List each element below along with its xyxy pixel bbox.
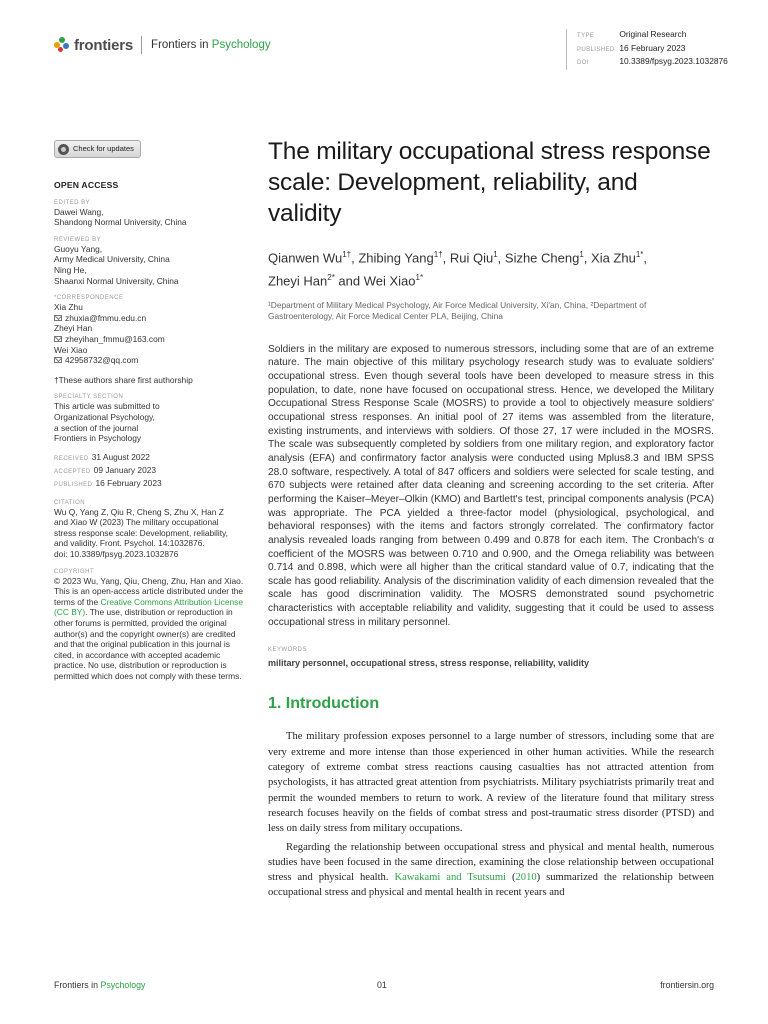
- reviewer-name: Ning He,: [54, 264, 87, 275]
- author-name[interactable]: Qianwen Wu: [268, 250, 343, 266]
- article-dates: [54, 452, 244, 491]
- footer-journal-name: Psychology: [100, 980, 146, 990]
- author-list: [268, 245, 714, 292]
- meta-doi-value[interactable]: 10.3389/fpsyg.2023.1032876: [619, 56, 728, 67]
- footer-journal-prefix: Frontiers in: [54, 980, 98, 990]
- citation-line: stress response scale: Development, reliability,: [54, 527, 228, 538]
- logo-dot: [58, 47, 63, 52]
- reviewer-name: Guoyu Yang,: [54, 243, 103, 254]
- editor-name: Dawei Wang,: [54, 206, 104, 217]
- citation-label: CITATION: [54, 499, 86, 506]
- specialty-line: This article was submitted to: [54, 401, 160, 412]
- first-authorship-note: †These authors share first authorship: [54, 374, 193, 385]
- editor-affiliation: Shandong Normal University, China: [54, 217, 187, 228]
- specialty-line: Frontiers in Psychology: [54, 433, 142, 444]
- copyright-line: under the terms of the: [54, 586, 244, 607]
- date-received-label: RECEIVED: [54, 455, 89, 462]
- meta-type-value: Original Research: [619, 29, 687, 39]
- check-for-updates-button[interactable]: [54, 140, 141, 158]
- citation-line: doi: 10.3389/fpsyg.2023.1032876: [54, 549, 179, 560]
- date-published-label: PUBLISHED: [54, 481, 93, 488]
- correspondent-name: Xia Zhu: [54, 302, 83, 313]
- footer-journal: [54, 980, 145, 990]
- author-name[interactable]: , Zhibing Yang: [351, 250, 434, 266]
- meta-type: [577, 29, 728, 43]
- correspondent-email-row: [54, 334, 244, 345]
- copyright-label: COPYRIGHT: [54, 568, 95, 575]
- correspondent-email-row: [54, 313, 244, 324]
- keywords: military personnel, occupational stress, stress response, reliability, validity: [268, 658, 589, 669]
- paragraph: The military profession exposes personnel to a large number of stressors, including some that are very extreme and more intense than those experienced in other human activities. While the research category of extreme combat stress reactions causing casualties has not attracted attention from psychologists, it has attracted great attention from psychiatrists. Military psychiatrists primarily treat and permit the wounded members to return to work. A review of the literature found that military stress research focuses heavily on the fields of combat stress and post-traumatic stress disorder (PTSD) and less on daily stress from military occupations.: [268, 731, 714, 835]
- copyright-rest: . The use, distribution or reproduction in other forums is permitted, provided the original author(s) and the copyright owner(s) are credited and that the original publication in this journal is cited, in accordance with accepted academic practice. No use, distribution or reproduction is permitted which does not comply with these terms.: [54, 607, 242, 681]
- correspondent-name: Zheyi Han: [54, 323, 93, 334]
- author-superscript: 2*: [327, 273, 335, 283]
- citation-line: and Xiao W (2023) The military occupational: [54, 517, 219, 528]
- author-superscript: 1: [493, 250, 498, 259]
- correspondence-label: *CORRESPONDENCE: [54, 295, 124, 302]
- envelope-icon: [54, 315, 62, 321]
- edited-by-label: EDITED BY: [54, 199, 91, 206]
- author-superscript: 1†: [342, 250, 352, 259]
- cc-by-license-link[interactable]: Creative Commons Attribution License (CC BY): [54, 596, 243, 618]
- paragraph: [268, 840, 714, 901]
- author-superscript: 1*: [635, 250, 644, 259]
- specialty-section-label: SPECIALTY SECTION: [54, 394, 124, 401]
- envelope-icon: [54, 357, 62, 363]
- author-superscript: 1: [579, 250, 584, 259]
- author-name[interactable]: and Wei Xiao: [334, 273, 416, 289]
- paragraph-text: Regarding the relationship between occupational stress and physical and mental health, numerous studies have been focused in the same direction, examining the close relationship between occupational stress and physical health.: [268, 841, 714, 884]
- reviewed-by-label: REVIEWED BY: [54, 236, 102, 243]
- logo-dot: [59, 37, 65, 43]
- article-meta: [566, 29, 728, 70]
- date-received: [54, 452, 244, 465]
- copyright-line: Xiao. This is an open-access article distributed: [54, 575, 244, 597]
- citation-link[interactable]: Kawakami and Tsutsumi: [394, 872, 507, 884]
- reviewer-affiliation: Shaanxi Normal University, China: [54, 275, 179, 286]
- date-accepted: [54, 465, 244, 478]
- author-name[interactable]: Zheyi Han: [268, 273, 328, 289]
- crossmark-icon: [58, 144, 69, 155]
- citation-line: and validity. Front. Psychol. 14:1032876.: [54, 538, 205, 549]
- open-access-label: OPEN ACCESS: [54, 180, 119, 190]
- author-superscript: 1†: [433, 250, 443, 259]
- meta-published-value: 16 February 2023: [619, 42, 686, 53]
- copyright-line: © 2023 Wu, Yang, Qiu, Cheng, Zhu, Han and: [54, 575, 222, 586]
- affiliations: ¹Department of Military Medical Psychology, Air Force Medical University, Xi'an, China, ²Department of Gastroenterology, Air Force Medical Center PLA, Beijing, China: [268, 299, 647, 321]
- frontiers-logo[interactable]: [54, 36, 271, 54]
- journal-title: Psychology: [211, 39, 271, 51]
- date-accepted-label: ACCEPTED: [54, 468, 91, 475]
- correspondent-email[interactable]: zhuxia@fmmu.edu.cn: [65, 312, 147, 323]
- meta-published: [577, 43, 728, 57]
- author-separator: ,: [643, 250, 648, 266]
- logo-divider: [141, 36, 142, 54]
- specialty-line: Organizational Psychology,: [54, 411, 155, 422]
- page-number: 01: [377, 980, 387, 990]
- meta-type-label: TYPE: [577, 33, 595, 39]
- date-received-value: 31 August 2022: [91, 451, 150, 462]
- envelope-icon: [54, 336, 62, 342]
- journal-name: [151, 39, 271, 51]
- paragraph-text: ) summarized the relationship between occupational stress and physical and mental health in recent years and: [268, 872, 714, 899]
- article-sidebar: [54, 140, 244, 682]
- correspondent-email[interactable]: zheyihan_fmmu@163.com: [65, 333, 165, 344]
- correspondent-email-row: [54, 355, 244, 366]
- section-heading-introduction: 1. Introduction: [268, 695, 380, 713]
- citation-year-link[interactable]: 2010: [515, 872, 537, 884]
- author-name[interactable]: , Xia Zhu: [583, 250, 636, 266]
- frontiers-logo-mark: [54, 37, 70, 53]
- author-name[interactable]: , Sizhe Cheng: [497, 250, 580, 266]
- logo-dot: [63, 43, 69, 49]
- specialty-line: a section of the journal: [54, 422, 139, 433]
- meta-doi: [577, 56, 728, 70]
- article-title: The military occupational stress response scale: Development, reliability, and validity: [268, 138, 711, 227]
- abstract: Soldiers in the military are exposed to numerous stressors, including some that are of an extreme nature. The main objective of this military psychology research study was to evaluate soldiers' occupational stress. Even though several tools have been developed to measure stress in this population, to date, none have focused on occupational stress. Hence, we developed the Military Occupational Stress Response Scale (MOSRS) to provide a tool to objectively measure soldiers' occupational stress responses. An initial pool of 27 items was assembled from the literature, existing instruments, and interviews with soldiers. Of those 27, 17 were included in the MOSRS. The scale was subsequently completed by soldiers from one military region, and exploratory factor analysis (EFA) and confirmatory factor analysis were conducted using Mplus8.3 and IBM SPSS 28.0 software, respectively. A total of 847 officers and soldiers were selected for scale testing, and 670 subjects were retained after data cleaning and screening according to the set criteria. After performing the Kaiser–Meyer–Olkin (KMO) and Bartlett's test, principal components analysis (PCA) was appropriate. The PCA yielded a three-factor model (physiological, psychological, and behavioral responses) with the items and factors strongly correlated. The confirmatory factor analysis revealed loads ranging from between 0.499 and 0.878 for each item. The Cronbach's α coefficient of the MOSRS was between 0.710 and 0.900, and the Omega reliability was between 0.714 and 0.898, which were all higher than the critical standard value of 0.7, indicating that the scale has good reliability. Analysis of the discrimination validity of each dimension revealed that the scale has good discrimination validity. The MOSRS demonstrated sound psychometric characteristics with acceptable reliability and validity, suggesting that it could be used to assess occupational stress in military personnel.: [268, 343, 714, 628]
- meta-doi-label: DOI: [577, 60, 589, 67]
- correspondent-name: Wei Xiao: [54, 344, 88, 355]
- article-main: [268, 136, 714, 904]
- footer-site-link[interactable]: frontiersin.org: [660, 980, 714, 990]
- introduction-body: [268, 729, 714, 900]
- date-published-value: 16 February 2023: [95, 477, 162, 488]
- author-name[interactable]: , Rui Qiu: [442, 250, 494, 266]
- keywords-label: KEYWORDS: [268, 647, 308, 654]
- paragraph-text: (: [506, 872, 516, 884]
- meta-published-label: PUBLISHED: [577, 46, 615, 53]
- date-published: [54, 478, 244, 491]
- journal-prefix: Frontiers in: [151, 39, 209, 51]
- check-for-updates-label: Check for updates: [73, 143, 134, 153]
- copyright-text: [54, 576, 244, 682]
- citation-line: Wu Q, Yang Z, Qiu R, Cheng S, Zhu X, Han Z: [54, 506, 224, 517]
- reviewer-affiliation: Army Medical University, China: [54, 254, 170, 265]
- date-accepted-value: 09 January 2023: [93, 464, 157, 475]
- logo-wordmark: frontiers: [74, 36, 134, 54]
- correspondent-email[interactable]: 42958732@qq.com: [65, 355, 139, 366]
- author-superscript: 1*: [415, 273, 424, 283]
